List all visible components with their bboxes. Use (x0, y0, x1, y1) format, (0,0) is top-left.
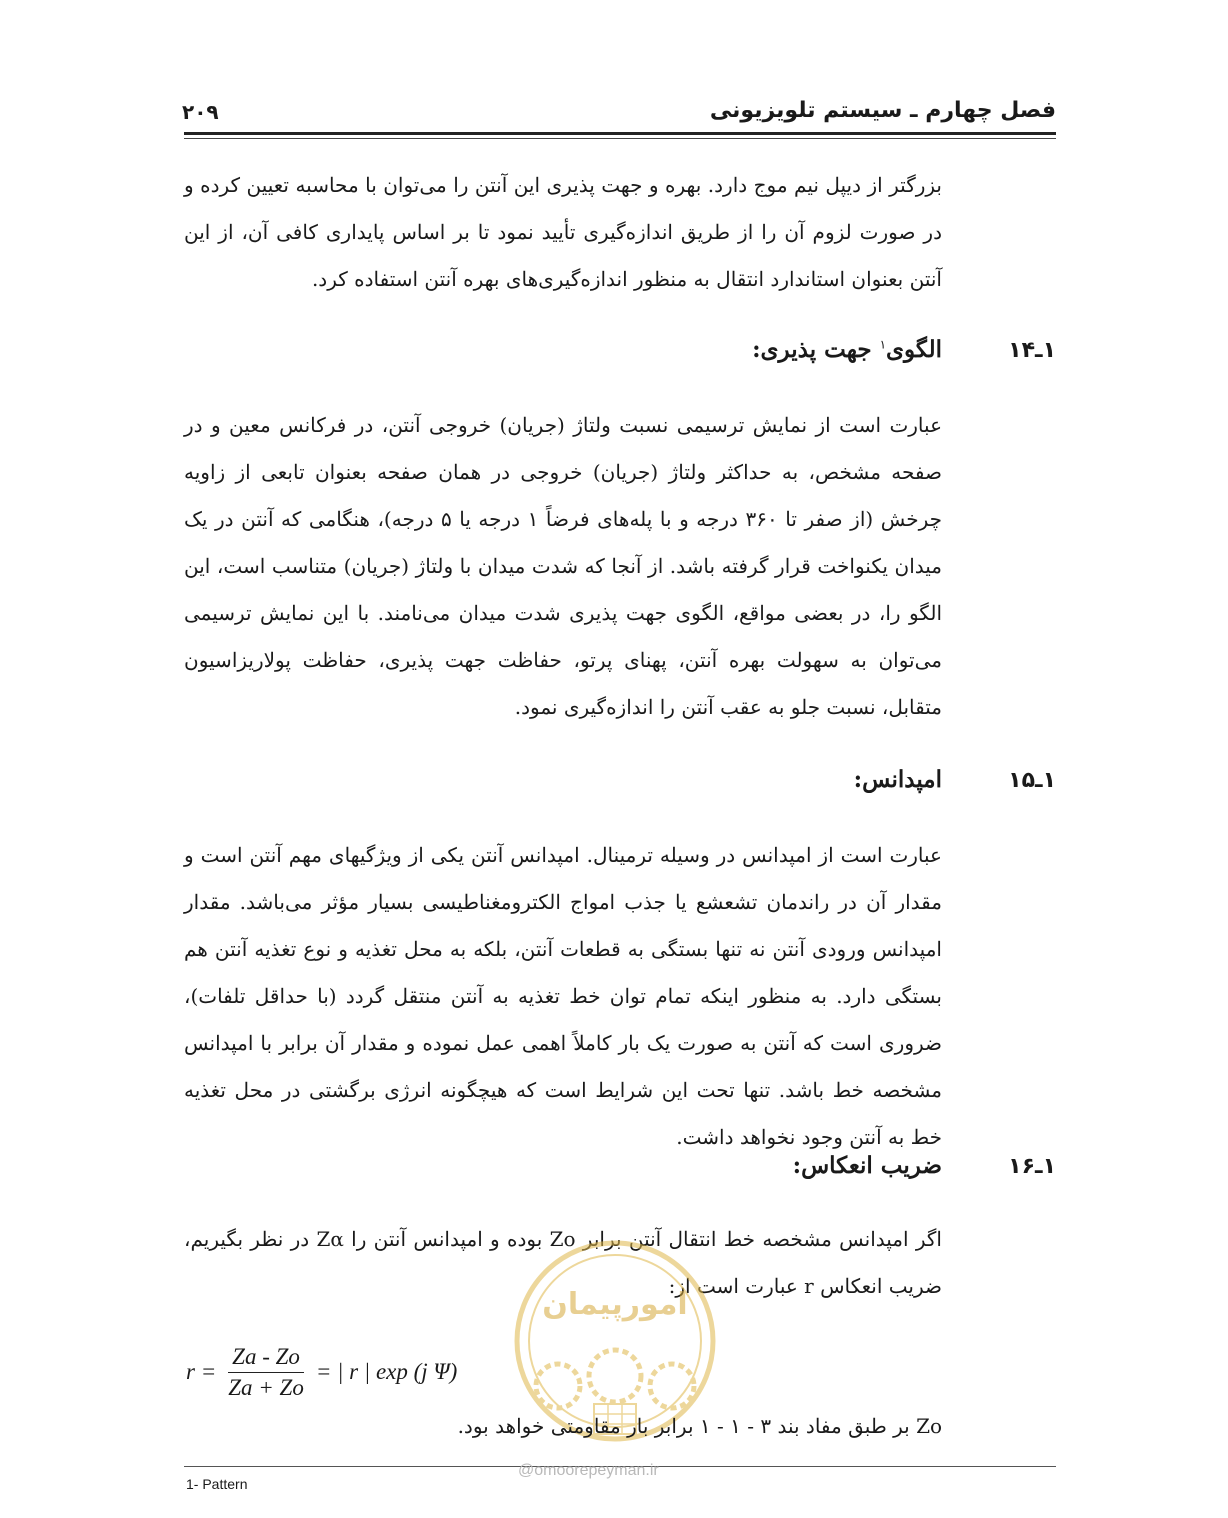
section-number-15: ۱ـ۱۵ (1008, 768, 1056, 793)
running-header-title: فصل چهارم ـ سیستم تلویزیونی (709, 98, 1056, 123)
section-title-16: ضریب انعکاس: (792, 1152, 942, 1179)
section-body-14: عبارت است از نمایش ترسیمی نسبت ولتاژ (جریان) خروجی آنتن، در فرکانس معین و در صفحه مشخص، به حداکثر ولتاژ (جریان) خروجی در همان صفحه بعنوان تابعی از زاویه چرخش (از صفر تا ۳۶۰ درجه و با پله‌های فرضاً ۱ درجه یا ۵ درجه)، هنگامی که آنتن در یک میدان یکنواخت قرار گرفته باشد. از آنجا که شدت میدان با ولتاژ (جریان) متناسب است، این الگو را، در بعضی مواقع، الگوی جهت پذیری شدت میدان می‌نامند. با این نمایش ترسیمی می‌توان به سهولت بهره آنتن، پهنای پرتو، حفاظت جهت پذیری، حفاظت پولاریزاسیون متقابل، نسبت جلو به عقب آنتن را اندازه‌گیری نمود. (184, 413, 942, 719)
section-number-16: ۱ـ۱۶ (1008, 1154, 1056, 1179)
formula-lhs: r = (186, 1359, 217, 1384)
formula-numerator: Za - Zo (228, 1344, 304, 1373)
section-number-14: ۱ـ۱۴ (1008, 338, 1056, 363)
formula-fraction (224, 1344, 308, 1401)
section-body-16: اگر امپدانس مشخصه خط انتقال آنتن برابر Zo بوده و امپدانس آنتن را Zα در نظر بگیریم، ضریب انعکاس r عبارت است از: (184, 1227, 942, 1298)
footnote: 1- Pattern (186, 1476, 248, 1492)
section-title-14 (752, 336, 942, 363)
footnote-marker: ۱ (879, 337, 887, 352)
watermark-text: @omoorepeyman.ir (518, 1462, 659, 1479)
seal-text: امورپیمان (542, 1287, 688, 1322)
formula-denominator: Za + Zo (228, 1374, 304, 1400)
header-rule-thin (184, 138, 1056, 139)
section-title-14-part1: الگوی (886, 336, 942, 363)
section-title-14-part2: جهت پذیری: (752, 336, 872, 363)
reflection-coefficient-formula (186, 1336, 486, 1408)
formula-rhs: = | r | exp (j Ψ) (315, 1359, 458, 1384)
section-title-15: امپدانس: (853, 766, 942, 793)
closing-line: Zo بر طبق مفاد بند ۳ - ۱ - ۱ برابر بار مقاومتی خواهد بود. (457, 1414, 942, 1438)
page-number: ۲۰۹ (182, 100, 219, 124)
intro-paragraph: بزرگتر از دیپل نیم موج دارد. بهره و جهت پذیری این آنتن را می‌توان با محاسبه تعیین کرده و در صورت لزوم آن را از طریق اندازه‌گیری تأیید نمود تا بر اساس پایداری کافی آن، از این آنتن بعنوان استاندارد انتقال به منظور اندازه‌گیری‌های بهره آنتن استفاده کرد. (184, 173, 942, 291)
header-rule-thick (184, 132, 1056, 135)
section-body-15: عبارت است از امپدانس در وسیله ترمینال. امپدانس آنتن یکی از ویژگیهای مهم آنتن است و مقدار آن در راندمان تشعشع یا جذب امواج الکترومغناطیسی بسیار مؤثر می‌باشد. مقدار امپدانس ورودی آنتن نه تنها بستگی به قطعات آنتن، بلکه به محل تغذیه و نوع تغذیه آنتن هم بستگی دارد. به منظور اینکه تمام توان خط تغذیه به آنتن منتقل گردد (با حداقل تلفات)، ضروری است که آنتن به صورت یک بار کاملاً اهمی عمل نموده و مقدار آن برابر با امپدانس مشخصه خط باشد. تنها تحت این شرایط است که هیچگونه انرژی برگشتی در محل تغذیه خط به آنتن وجود نخواهد داشت. (184, 843, 942, 1149)
